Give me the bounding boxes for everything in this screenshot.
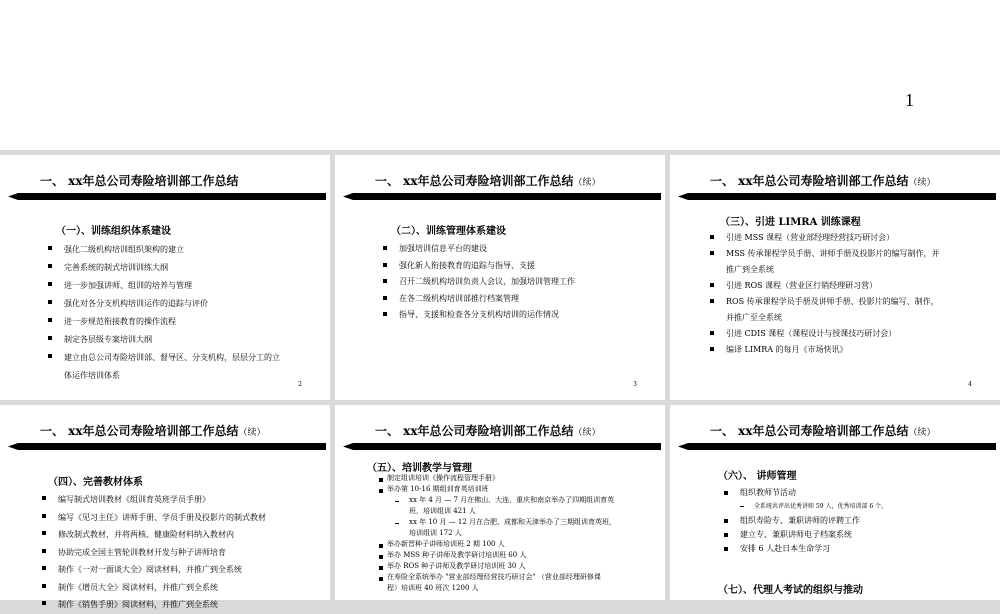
list-item: xx 年 10 月 — 12 月在合肥、成都和天津举办了三期组训育英班， — [379, 517, 616, 528]
list-item: 制定各层级专案培训大纲 — [48, 331, 280, 349]
slide-number: 3 — [633, 381, 637, 388]
title-underline-bar — [343, 443, 661, 450]
list-item: 举办新晋种子讲师培训班 2 期 100 人 — [379, 539, 616, 550]
list-item: 班，培训组训 421 人 — [409, 507, 476, 515]
slide-title: 一、 xx年总公司寿险培训部工作总结 — [40, 174, 239, 188]
bullet-list — [724, 486, 887, 556]
title-underline-bar — [678, 193, 996, 200]
list-item: 程）培训班 40 班次 1200 人 — [387, 584, 479, 592]
list-item: 召开二级机构培训负责人会议，加强培训管理工作 — [383, 274, 575, 291]
list-item: 在寿险全系统举办 "营业部经理经营技巧研讨会" （营业部经理研修课 — [379, 572, 616, 583]
list-item: 强化对各分支机构培训运作的追踪与评价 — [48, 295, 280, 313]
list-item: 组织教师节活动 — [724, 486, 887, 500]
list-item: 引进 MSS 课程（营业部经理经营技巧研讨会） — [710, 230, 940, 246]
slide-title: 一、 xx年总公司寿险培训部工作总结（续） — [375, 424, 601, 438]
section-heading: （七）、代理人考试的组织与推动 — [718, 585, 863, 596]
list-item: 修改制式教材，并将两核、健康险材料纳入教材内 — [42, 526, 266, 544]
list-item: 加强培训信息平台的建设 — [383, 241, 575, 258]
slide-number: 2 — [298, 381, 302, 388]
slide-5[interactable] — [0, 405, 330, 609]
slide-4[interactable] — [670, 155, 1000, 400]
list-item: 制作《销售手册》阅读材料，并推广到全系统 — [42, 596, 266, 614]
slide-number: 4 — [968, 381, 972, 388]
list-item: 进一步加强讲师、组训的培养与管理 — [48, 277, 280, 295]
list-item: 完善系统的制式培训训练大纲 — [48, 259, 280, 277]
bullet-list — [42, 491, 266, 614]
list-item: 举办第 10-16 期组训育英培训班 — [379, 484, 616, 495]
title-slide-bottom — [0, 0, 1000, 150]
list-item: 在各二级机构培训部推行档案管理 — [383, 291, 575, 308]
slide-2[interactable] — [0, 155, 330, 400]
list-item: 强化新人衔接教育的追踪与指导、支援 — [383, 258, 575, 275]
section-heading: （五）、培训教学与管理 — [367, 463, 472, 474]
page-number: 1 — [905, 90, 914, 110]
section-heading: （一）、训练组织体系建设 — [56, 226, 171, 237]
section-heading: （二）、训练管理体系建设 — [391, 226, 506, 237]
list-item: xx 年 4 月 — 7 月在佛山、大连、重庆和南京举办了四期组训育英 — [379, 495, 616, 506]
slide-6[interactable] — [335, 405, 665, 600]
list-item: 制作《增员大全》阅读材料，并推广到全系统 — [42, 579, 266, 597]
list-item: MSS 传承课程学员手册、讲师手册及投影片的编写制作，并 — [710, 246, 940, 262]
list-item: 并推广至全系统 — [726, 313, 782, 322]
list-item: 体运作培训体系 — [64, 371, 120, 380]
list-item: 制定组训培训《操作流程管理手册》 — [379, 473, 616, 484]
section-heading: （四）、完善教材体系 — [48, 477, 143, 488]
slide-7[interactable] — [670, 405, 1000, 600]
bullet-list — [379, 473, 616, 594]
list-item: 全系统共评出优秀讲师 59 人，优秀培训部 6 个。 — [724, 500, 887, 514]
list-item: 指导、支援和检查各分支机构培训的运作情况 — [383, 307, 575, 324]
bullet-list — [48, 241, 280, 385]
slide-title: 一、 xx年总公司寿险培训部工作总结（续） — [710, 174, 936, 188]
list-item: 安排 6 人赴日本生命学习 — [724, 542, 887, 556]
title-underline-bar — [678, 443, 996, 450]
title-underline-bar — [8, 193, 326, 200]
list-item: 引进 ROS 课程（营业区行销经理研习营） — [710, 278, 940, 294]
list-item: 培训组训 172 人 — [409, 529, 462, 537]
list-item: 引进 CDIS 课程（课程设计与授课技巧研讨会） — [710, 326, 940, 342]
list-item: 强化二级机构培训组织架构的建立 — [48, 241, 280, 259]
title-underline-bar — [343, 193, 661, 200]
bullet-list — [710, 230, 940, 358]
slide-title: 一、 xx年总公司寿险培训部工作总结（续） — [710, 424, 936, 438]
slide-title: 一、 xx年总公司寿险培训部工作总结（续） — [40, 424, 266, 438]
list-item: 编写《见习主任》讲师手册、学员手册及投影片的制式教材 — [42, 509, 266, 527]
section-heading: （三）、引进 LIMRA 训练课程 — [720, 217, 861, 228]
slide-3[interactable] — [335, 155, 665, 400]
list-item: 组织寿险专、兼职讲师的评聘工作 — [724, 514, 887, 528]
list-item: 举办 ROS 种子讲师及教学研讨培训班 30 人 — [379, 561, 616, 572]
list-item: 推广到全系统 — [726, 265, 774, 274]
list-item: 协助完成全国主管轮训教材开发与种子讲师培育 — [42, 544, 266, 562]
list-item: 进一步规范衔接教育的操作流程 — [48, 313, 280, 331]
slide-title: 一、 xx年总公司寿险培训部工作总结（续） — [375, 174, 601, 188]
bullet-list — [383, 241, 575, 324]
list-item: 建立由总公司寿险培训部、督导区、分支机构，层层分工的立 — [48, 349, 280, 367]
list-item: 制作《一对一面谈大全》阅读材料，并推广到全系统 — [42, 561, 266, 579]
list-item: 编写制式培训教材《组训育英班学员手册》 — [42, 491, 266, 509]
list-item: 建立专、兼职讲师电子档案系统 — [724, 528, 887, 542]
list-item: 编译 LIMRA 的每月《市场快讯》 — [710, 342, 940, 358]
list-item: 举办 MSS 种子讲师及教学研讨培训班 60 人 — [379, 550, 616, 561]
section-heading: （六）、 讲师管理 — [718, 471, 797, 482]
title-underline-bar — [8, 443, 326, 450]
list-item: ROS 传承课程学员手册及讲师手册、投影片的编写、制作， — [710, 294, 940, 310]
